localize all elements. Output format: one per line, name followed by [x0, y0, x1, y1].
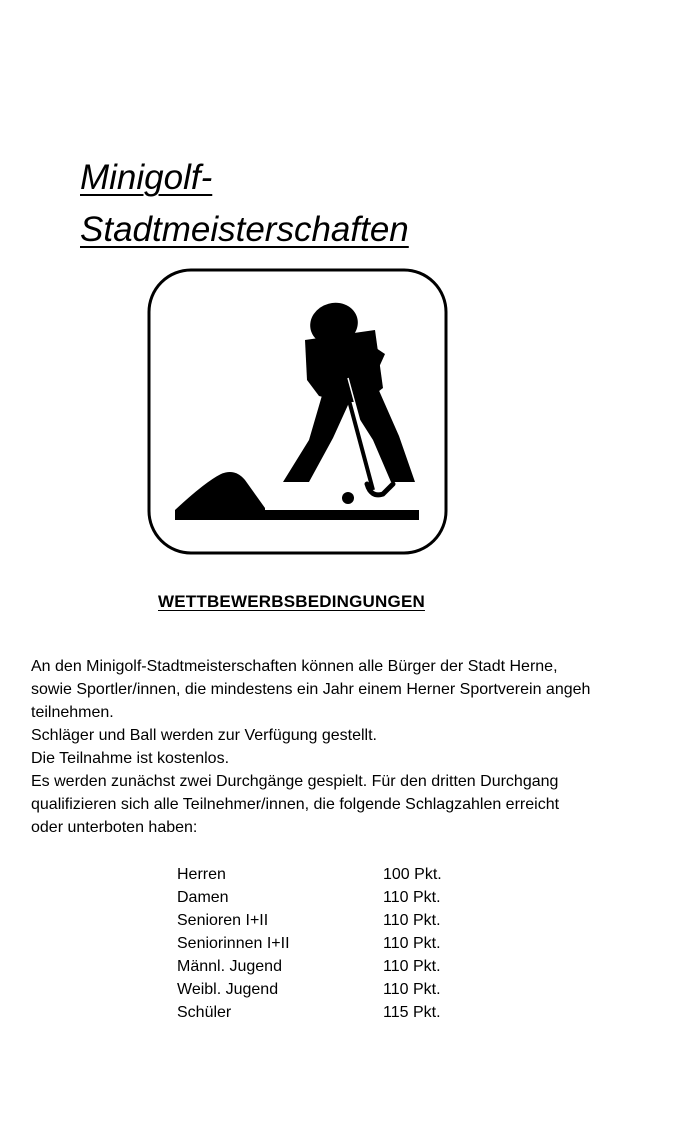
points-cell: 110 Pkt. [383, 912, 441, 929]
category-cell: Damen [177, 889, 229, 906]
category-cell: Schüler [177, 1004, 232, 1021]
title-line-1: Minigolf- [80, 158, 213, 197]
category-cell: Weibl. Jugend [177, 981, 279, 998]
paragraph-line: Schläger und Ball werden zur Verfügung gestellt. [31, 727, 377, 744]
paragraph-line: oder unterboten haben: [31, 819, 198, 836]
score-table [177, 863, 442, 1024]
paragraph-line: An den Minigolf-Stadtmeisterschaften können alle Bürger der Stadt Herne, [31, 658, 558, 675]
table-row [177, 1001, 442, 1024]
paragraph-line: Die Teilnahme ist kostenlos. [31, 750, 230, 767]
table-row [177, 909, 442, 932]
points-cell: 115 Pkt. [383, 1004, 441, 1021]
points-cell: 110 Pkt. [383, 889, 441, 906]
category-cell: Seniorinnen I+II [177, 935, 290, 952]
points-cell: 110 Pkt. [383, 981, 441, 998]
page-title [80, 152, 409, 256]
points-cell: 110 Pkt. [383, 935, 441, 952]
category-cell: Herren [177, 866, 226, 883]
minigolf-player-icon [147, 268, 448, 555]
table-row [177, 863, 442, 886]
paragraph-line: sowie Sportler/innen, die mindestens ein Jahr einem Herner Sportverein angeh [31, 681, 591, 698]
table-row [177, 978, 442, 1001]
section-heading: WETTBEWERBSBEDINGUNGEN [158, 592, 425, 611]
paragraph-line: qualifizieren sich alle Teilnehmer/innen, die folgende Schlagzahlen erreicht [31, 796, 560, 813]
category-cell: Senioren I+II [177, 912, 269, 929]
points-cell: 110 Pkt. [383, 958, 441, 975]
table-row [177, 886, 442, 909]
table-row [177, 932, 442, 955]
conditions-paragraph [31, 655, 691, 839]
paragraph-line: Es werden zunächst zwei Durchgänge gespielt. Für den dritten Durchgang [31, 773, 559, 790]
title-line-2: Stadtmeisterschaften [80, 210, 409, 249]
paragraph-line: teilnehmen. [31, 704, 114, 721]
points-cell: 100 Pkt. [383, 866, 442, 883]
category-cell: Männl. Jugend [177, 958, 282, 975]
table-row [177, 955, 442, 978]
